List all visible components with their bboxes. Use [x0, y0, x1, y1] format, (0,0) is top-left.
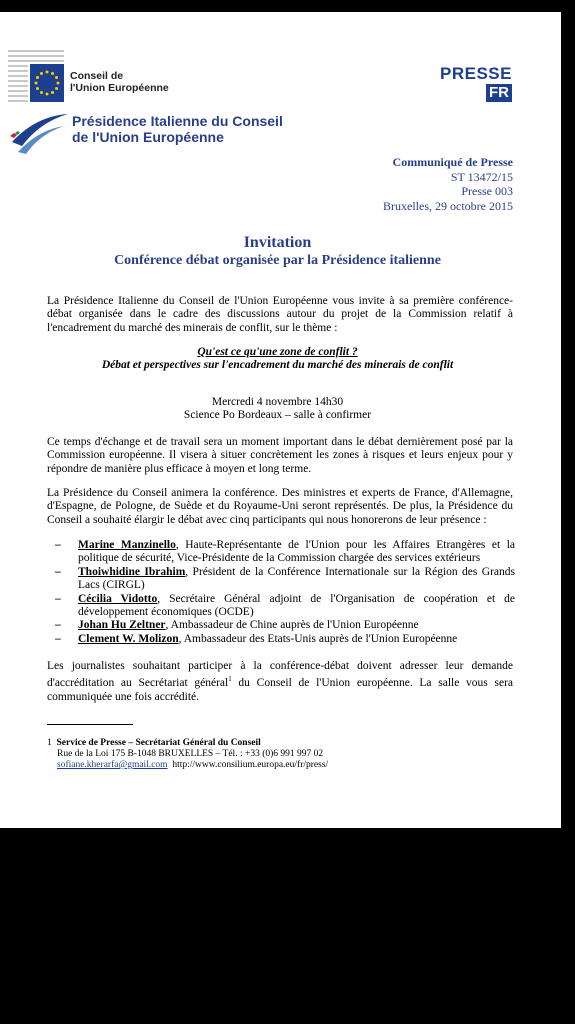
footnote-url[interactable]: http://www.consilium.europa.eu/fr/press/ [172, 760, 329, 770]
footnote-title: Service de Presse – Secrétariat Général du Conseil [56, 738, 261, 748]
invitation-title: Invitation [243, 234, 312, 251]
participant-role: , Haute-Représentante de l'Union pour les Affaires Etrangères et la politique de sécurité, Vice-Présidente de la Commission chargée des services extérieurs [78, 539, 516, 565]
event-date-time: Mercredi 4 novembre 14h30 [211, 396, 344, 408]
screen-edge [561, 12, 575, 828]
eu-star-icon [55, 76, 58, 79]
footnote-rule [47, 724, 133, 725]
participant-item [55, 619, 515, 632]
list-dash: – [55, 592, 61, 605]
participant-text [78, 566, 515, 593]
theme-question: Qu'est ce qu'une zone de conflit ? [197, 346, 358, 358]
italian-presidency-logo [8, 112, 70, 156]
eu-star-icon [36, 87, 39, 90]
participant-name: Cécilia Vidotto [78, 592, 158, 605]
participant-name: Clement W. Molizon [78, 632, 179, 645]
eu-council-logo [8, 49, 66, 103]
participant-item [55, 566, 515, 593]
accreditation-text-2: du Conseil de l'Union européenne. La salle vous sera communiquée une fois accrédité. [47, 677, 514, 703]
eu-star-icon [35, 82, 38, 85]
participant-item [55, 633, 515, 646]
intro-paragraph: La Présidence Italienne du Conseil de l'Union Européenne vous invite à sa première conférence-débat organisée dans le cadre des discussions autour du projet de la Commission relatif à l'encadrement du marché des minerais de conflit, sur le thème : [47, 295, 513, 334]
participant-item [55, 539, 515, 566]
eu-star-icon [55, 87, 58, 90]
invitation-heading [0, 234, 555, 269]
eu-star-icon [46, 93, 49, 96]
footnote-address: Rue de la Loi 175 B-1048 BRUXELLES – Tél. : +33 (0)6 991 997 02 [57, 749, 324, 759]
participant-name: Thoiwhidine Ibrahim [78, 565, 186, 578]
presse-word: PRESSE [440, 64, 512, 83]
communique-title: Communiqué de Presse [392, 155, 513, 169]
footnote [47, 738, 328, 771]
presse-badge [420, 64, 512, 102]
eu-star-icon [40, 91, 43, 94]
participant-item [55, 593, 515, 620]
participant-role: , Président de la Conférence Internationale sur la Région des Grands Lacs (CIRGL) [78, 565, 515, 592]
list-dash: – [55, 565, 61, 578]
event-details [0, 396, 555, 423]
presidency-line1: Présidence Italienne du Conseil [72, 113, 283, 129]
communique-number: Presse 003 [461, 184, 513, 198]
participant-name: Johan Hu Zeltner [78, 619, 166, 632]
footnote-email-link[interactable]: sofiane.kherarfa@gmail.com [57, 760, 168, 770]
participant-text [78, 593, 515, 620]
participants-list [55, 539, 515, 646]
participant-text [78, 539, 515, 566]
participant-text [78, 633, 515, 646]
paragraph-presidency: La Présidence du Conseil animera la conférence. Des ministres et experts de France, d'Allemagne, d'Espagne, de Pologne, de Suède et du Royaume-Uni seront représentés. De plus, la Présidence du Conseil a souhaité élargir le débat avec cinq participants qui nous honorerons de leur présence : [47, 487, 513, 526]
document-page [0, 12, 561, 828]
eu-star-icon [40, 72, 43, 75]
eu-council-name [70, 70, 169, 94]
eu-star-icon [36, 76, 39, 79]
eu-star-icon [46, 71, 49, 74]
event-venue: Science Po Bordeaux – salle à confirmer [183, 409, 372, 422]
communique-block [383, 155, 513, 213]
participant-role: , Ambassadeur des Etats-Unis auprès de l'Union Européenne [178, 632, 458, 645]
language-badge: FR [486, 84, 512, 102]
communique-ref: ST 13472/15 [450, 169, 513, 184]
list-dash: – [55, 632, 61, 645]
accreditation-text-1: Les journalistes souhaitant participer à la conférence-débat doivent adresser leur demande d'accréditation au Secrétariat général [47, 660, 513, 690]
invitation-subtitle: Conférence débat organisée par la Présidence italienne [114, 253, 441, 268]
presidency-line2: de l'Union Européenne [72, 129, 224, 145]
presidency-name [72, 113, 283, 145]
theme-block [0, 346, 555, 373]
eu-star-icon [51, 91, 54, 94]
theme-description: Débat et perspectives sur l'encadrement du marché des minerais de conflit [101, 359, 454, 372]
footnote-ref: 1 [228, 675, 232, 684]
participant-name: Marine Manzinello [78, 539, 176, 551]
list-dash: – [55, 539, 61, 551]
communique-date: Bruxelles, 29 octobre 2015 [383, 198, 513, 213]
participant-role: , Secrétaire Général adjoint de l'Organisation de coopération et de développement économiques (OCDE) [78, 592, 515, 619]
eu-star-icon [51, 72, 54, 75]
participant-text [78, 619, 515, 632]
participant-role: , Ambassadeur de Chine auprès de l'Union Européenne [165, 619, 419, 632]
eu-name-line2: l'Union Européenne [70, 82, 169, 94]
footnote-number: 1 [47, 738, 52, 748]
paragraph-exchange: Ce temps d'échange et de travail sera un moment important dans le débat dernièrement posé par la Commission européenne. Il visera à situer concrètement les zones à risques et leurs enjeux pour y répondre de manière plus efficace à moyen et long terme. [47, 436, 513, 475]
eu-name-line1: Conseil de [70, 70, 124, 82]
eu-star-icon [57, 82, 60, 85]
list-dash: – [55, 619, 61, 632]
paragraph-accreditation [47, 660, 513, 704]
